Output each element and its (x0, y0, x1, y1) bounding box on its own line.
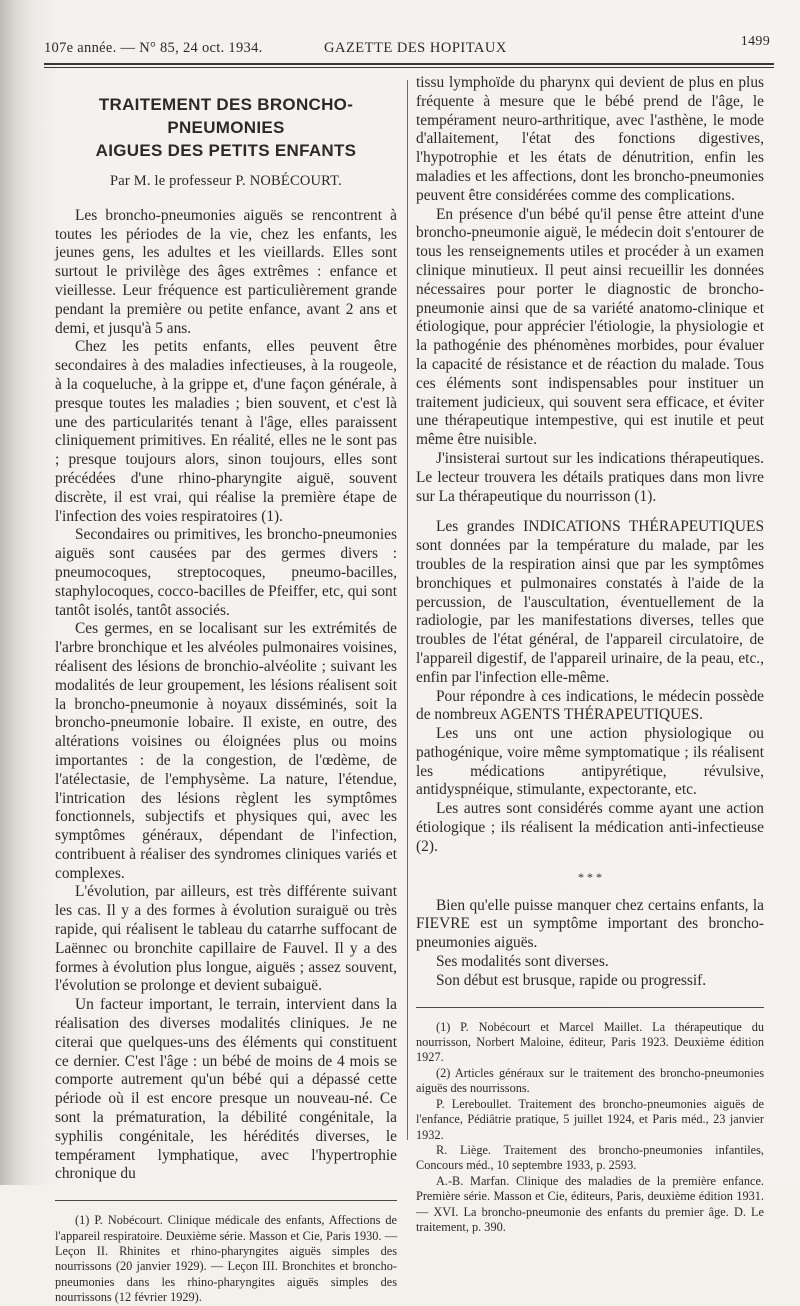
right-column (416, 74, 764, 1235)
paragraph: Ses modalités sont diverses. (436, 953, 609, 971)
paragraph: Bien qu'elle puisse manquer chez certains enfants, la FIEVRE est un symptôme important des broncho-pneumonies aiguës. (416, 896, 764, 952)
page-number: 1499 (740, 34, 770, 49)
paragraph: Ces germes, en se localisant sur les extrémités de l'arbre bronchique et les alvéoles pulmonaires voisines, réalisent des lésions de bronchio-alvéolite ; suivant les modalités de leur groupement, les lésions réalisent soit la broncho-pneumonie à noyaux disséminés, soit la broncho-pneumonie lobaire. Il existe, en outre, des altérations voisines ou éloignées plus ou moins importantes : de la congestion, de l'œdème, de l'atélectasie, de l'emphysème. La nature, l'étendue, l'intrication des lésions règlent les symptômes fonctionnels, subjectifs et physiques qui, avec les symptômes généraux, dépendant de l'infection, contribuent à réaliser des syndromes cliniques variés et complexes. (55, 620, 397, 882)
footnote-rule (55, 1200, 397, 1201)
paragraph: tissu lymphoïde du pharynx qui devient de plus en plus fréquente à mesure que le bébé prend de l'âge, le tempérament neuro-arthritique, avec l'asthène, le mode d'allaitement, l'état des fonctions digestives, l'hypotrophie et les états de dénutrition, enfin les maladies et les affections, dont les broncho-pneumonies peuvent être considérées comme des complications. (416, 74, 764, 204)
byline: Par M. le professeur P. NOBÉCOURT. (109, 173, 342, 189)
left-column (55, 78, 397, 1306)
paragraph: En présence d'un bébé qu'il pense être atteint d'une broncho-pneumonie aiguë, le médecin doit s'entourer de tous les renseignements utiles et procéder à un examen clinique minutieux. Il peut ainsi recueillir les données nécessaires pour porter le diagnostic de broncho-pneumonie ainsi que de sa variété anatomo-clinique et étiologique, pour apprécier l'étiologie, la physiologie et la pathogénie des phénomènes morbides, pour évaluer la capacité de résistance et de réaction du malade. Tous ces éléments sont indispensables pour instituer un traitement judicieux, qui souvent sera efficace, et éviter une thérapeutique intempestive, qui est inutile et peut même être nuisible. (416, 205, 764, 449)
spacer (416, 506, 764, 518)
footnote: R. Liège. Traitement des broncho-pneumonies infantiles, Concours méd., 10 septembre 1933, p. 2593. (416, 1142, 764, 1173)
header-rule-thin (44, 67, 774, 68)
article-title (55, 93, 397, 162)
paragraph: Son début est brusque, rapide ou progressif. (436, 971, 707, 989)
paragraph: Secondaires ou primitives, les broncho-pneumonies aiguës sont causées par des germes divers : pneumocoques, streptocoques, pneumo-bacilles, staphylocoques, cocco-bacilles de Pfeiffer, etc, qui sont tantôt isolés, tantôt associés. (55, 526, 397, 619)
header-rule (44, 63, 774, 65)
paragraph: Un facteur important, le terrain, intervient dans la réalisation des diverses modalités cliniques. Je ne citerai que quelques-uns des éléments qui constituent ce dernier. C'est l'âge : un bébé de moins de 4 mois se comporte autrement qu'un bébé qui a dépassé cette période où il est encore presque un nouveau-né. Ce sont la prématuration, la débilité congénitale, la syphilis congénitale, les hérédités diverses, le tempérament lymphatique, avec l'hypertrophie chronique du (55, 996, 397, 1183)
section-separator: * * * (578, 869, 602, 884)
title-line-2: AIGUES DES PETITS ENFANTS (95, 141, 357, 160)
footnote: (2) Articles généraux sur le traitement des broncho-pneumonies aiguës des nourrissons. (416, 1065, 764, 1096)
column-divider (407, 80, 408, 1140)
paragraph: Les grandes INDICATIONS THÉRAPEUTIQUES sont données par la température du malade, par les troubles de la respiration ainsi que par les symptômes bronchiques et pulmonaires constatés à l'aide de la percussion, de l'auscultation, éventuellement de la radiologie, par les manifestations diverses, telles que troubles de l'état général, de l'appareil circulatoire, de l'appareil digestif, de l'appareil urinaire, de la peau, etc., enfin par l'infection elle-même. (416, 518, 764, 686)
paragraph: Les uns ont une action physiologique ou pathogénique, voire même symptomatique ; ils réalisent les médications antipyrétique, révulsive, antidyspnéique, stimulante, expectorante, etc. (416, 725, 764, 799)
paragraph: J'insisterai surtout sur les indications thérapeutiques. Le lecteur trouvera les détails pratiques dans mon livre sur La thérapeutique du nourrisson (1). (416, 449, 764, 505)
footnote: (1) P. Nobécourt. Clinique médicale des enfants, Affections de l'appareil respiratoire. Deuxième série. Masson et Cie, Paris 1930. — Leçon II. Rhinites et rhino-pharyngites aiguës simples des nourrissons (20 janvier 1929). — Leçon III. Bronchites et broncho-pneumonies dans les rhino-pharyngites aiguës simples des nourrissons (12 février 1929). (55, 1213, 397, 1305)
title-line-1: TRAITEMENT DES BRONCHO-PNEUMONIES (98, 95, 354, 137)
paragraph: Pour répondre à ces indications, le médecin possède de nombreux AGENTS THÉRAPEUTIQUES. (416, 687, 764, 724)
paragraph: Les autres sont considérés comme ayant une action étiologique ; ils réalisent la médication anti-infectieuse (2). (416, 800, 764, 855)
running-header (44, 36, 774, 58)
footnote: (1) P. Nobécourt et Marcel Maillet. La thérapeutique du nourrisson, Norbert Maloine, éditeur, Paris 1923. Deuxième édition 1927. (416, 1019, 764, 1065)
paragraph: Les broncho-pneumonies aiguës se rencontrent à toutes les périodes de la vie, chez les enfants, les jeunes gens, les adultes et les vieillards. Elles sont surtout le privilège des âges extrêmes : enfance et vieillesse. Leur fréquence est particulièrement grande pendant la première ou petite enfance, avant 2 ans et demi, et jusqu'à 5 ans. (55, 206, 397, 337)
journal-name: GAZETTE DES HOPITAUX (324, 40, 507, 56)
footnote-rule (416, 1007, 764, 1008)
paragraph: Chez les petits enfants, elles peuvent être secondaires à des maladies infectieuses, à la rougeole, à la coqueluche, à la grippe et, d'une façon générale, à presque toutes les maladies ; bien souvent, et c'est là une des particularités tenant à l'âge, elles paraissent cliniquement primitives. En réalité, elles ne le sont pas ; presque toujours alors, sinon toujours, elles sont précédées d'une rhino-pharyngite aiguë, souvent discrète, il est vrai, qui réalise la première étape de l'infection des voies respiratoires (1). (55, 338, 397, 525)
paragraph: L'évolution, par ailleurs, est très différente suivant les cas. Il y a des formes à évolution suraiguë ou très rapide, qui réalisent le tableau du catarrhe suffocant de Laënnec ou bronchite capillaire de Fauvel. Il y a des formes à évolution plus longue, aiguës ; assez souvent, l'évolution se prolonge et devient subaiguë. (55, 883, 397, 995)
footnote: P. Lereboullet. Traitement des broncho-pneumonies aiguës de l'enfance, Pédiâtrie pratique, 5 juillet 1924, et Paris méd., 23 janvier 1932. (416, 1096, 764, 1142)
footnote: A.-B. Marfan. Clinique des maladies de la première enfance. Première série. Masson et Cie, éditeurs, Paris, deuxième édition 1931. — XVI. La broncho-pneumonie des enfants du premier âge. D. Le traitement, p. 390. (416, 1173, 764, 1234)
issue-info: 107e année. — N° 85, 24 oct. 1934. (44, 40, 263, 56)
